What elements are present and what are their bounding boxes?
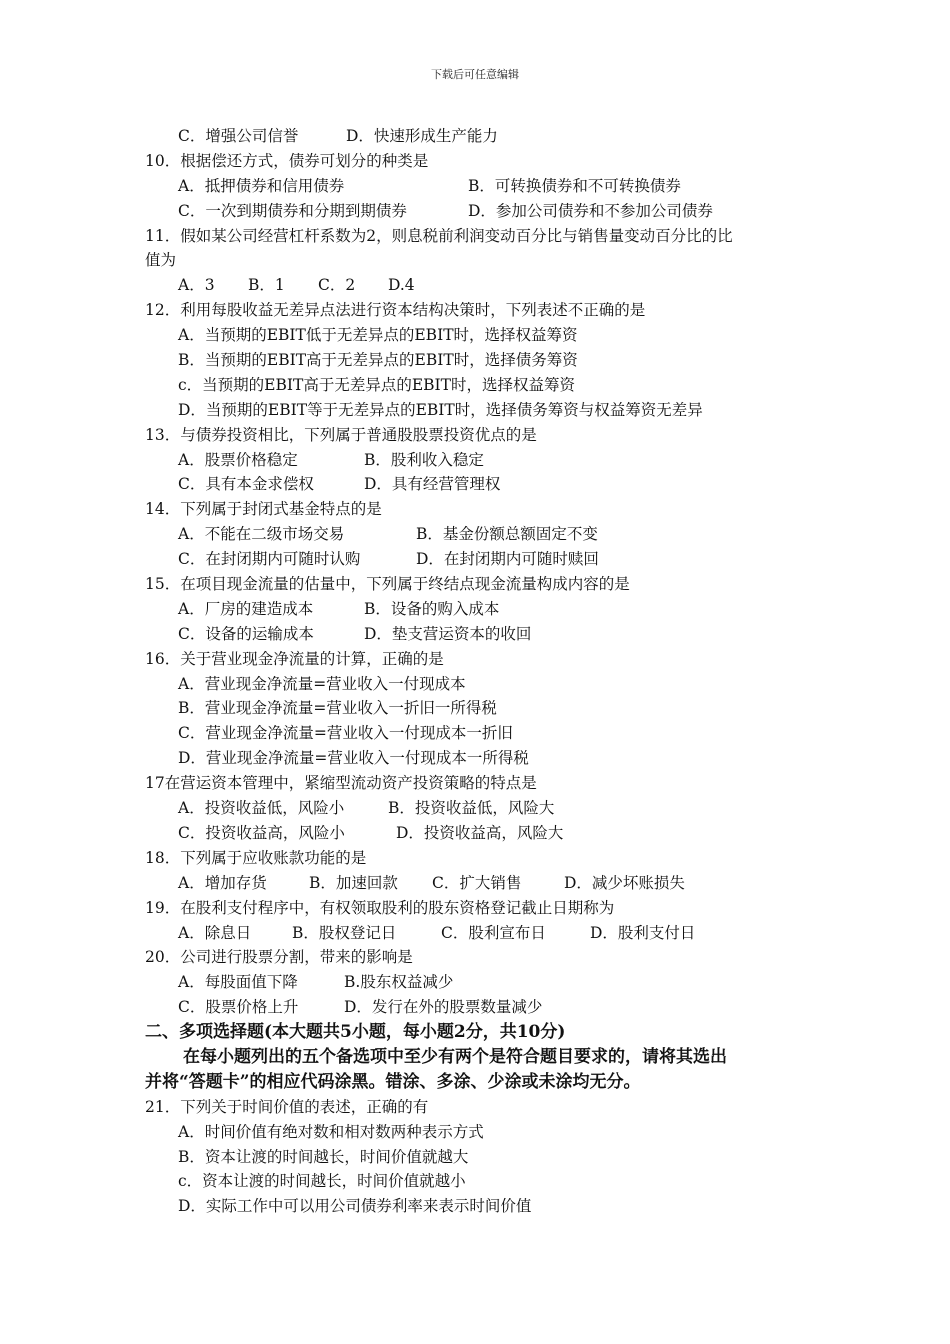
option-b: B．基金份额总额固定不变	[416, 525, 598, 544]
question-19: 19．在股利支付程序中，有权领取股利的股东资格登记截止日期称为	[145, 898, 615, 917]
option-b: B．股权登记日	[292, 923, 397, 942]
question-16: 16．关于营业现金净流量的计算，正确的是	[145, 649, 444, 668]
option-b: B．当预期的EBIT高于无差异点的EBIT时，选择债务筹资	[178, 351, 578, 370]
option-b: B．营业现金净流量=营业收入一折旧一所得税	[178, 699, 497, 718]
option-d: D．投资收益高，风险大	[396, 823, 564, 842]
option-c: C．扩大销售	[432, 873, 522, 892]
option-d: D.4	[388, 276, 415, 295]
option-b: B．投资收益低，风险大	[388, 799, 555, 818]
option-line	[145, 273, 825, 298]
option-c: C．股票价格上升	[178, 998, 299, 1017]
option-line	[145, 597, 825, 622]
question-20: 20．公司进行股票分割，带来的影响是	[145, 948, 413, 967]
option-line	[145, 995, 825, 1020]
option-a: A．每股面值下降	[178, 973, 298, 992]
option-c: C．2	[318, 276, 356, 295]
option-b: B．加速回款	[309, 873, 398, 892]
option-line	[145, 622, 825, 647]
option-d: D．垫支营运资本的收回	[364, 624, 532, 643]
section-2-instructions-cont: 并将“答题卡”的相应代码涂黑。错涂、多涂、少涂或未涂均无分。	[145, 1071, 641, 1092]
section-2-heading: 二、多项选择题(本大题共5小题，每小题2分，共10分)	[145, 1022, 566, 1043]
option-b: B．资本让渡的时间越长，时间价值就越大	[178, 1147, 469, 1166]
question-21: 21．下列关于时间价值的表述，正确的有	[145, 1097, 429, 1116]
option-a: A．抵押债券和信用债券	[178, 176, 345, 195]
option-d: D．发行在外的股票数量减少	[344, 998, 543, 1017]
option-c: C．增强公司信誉	[178, 127, 299, 145]
option-a: A．股票价格稳定	[178, 450, 298, 469]
option-line	[145, 124, 825, 149]
question-17: 17在营运资本管理中，紧缩型流动资产投资策略的特点是	[145, 774, 537, 793]
option-a: A．营业现金净流量=营业收入一付现成本	[178, 674, 466, 693]
option-a: A．投资收益低，风险小	[178, 799, 345, 818]
option-line	[145, 199, 825, 224]
option-a: A．3	[178, 276, 215, 295]
question-13: 13．与债券投资相比，下列属于普通股股票投资优点的是	[145, 425, 537, 444]
question-11-cont: 值为	[145, 251, 177, 270]
option-line	[145, 522, 825, 547]
option-line	[145, 174, 825, 199]
option-a: A．时间价值有绝对数和相对数两种表示方式	[178, 1122, 484, 1141]
option-c: c．资本让渡的时间越长，时间价值就越小	[178, 1172, 466, 1191]
option-d: D．营业现金净流量=营业收入一付现成本一所得税	[178, 749, 529, 768]
option-a: A．增加存货	[178, 873, 267, 892]
option-c: C．投资收益高，风险小	[178, 823, 345, 842]
option-c: C．股利宣布日	[441, 923, 546, 942]
option-line	[145, 448, 825, 473]
page-header: 下载后可任意编辑	[431, 68, 519, 81]
question-14: 14．下列属于封闭式基金特点的是	[145, 500, 382, 519]
option-line	[145, 921, 825, 946]
option-b: B．可转换债券和不可转换债券	[468, 176, 681, 195]
option-d: D．参加公司债券和不参加公司债券	[468, 201, 713, 220]
option-d: D．在封闭期内可随时赎回	[416, 550, 599, 569]
question-15: 15．在项目现金流量的估量中，下列属于终结点现金流量构成内容的是	[145, 575, 630, 594]
option-a: A．当预期的EBIT低于无差异点的EBIT时，选择权益筹资	[178, 326, 578, 345]
question-11: 11．假如某公司经营杠杆系数为2，则息税前利润变动百分比与销售量变动百分比的比	[145, 226, 733, 245]
question-10: 10．根据偿还方式，债券可划分的种类是	[145, 151, 429, 170]
option-a: A．除息日	[178, 923, 252, 942]
option-d: D．快速形成生产能力	[346, 127, 498, 145]
option-d: D．具有经营管理权	[364, 475, 501, 494]
option-c: c．当预期的EBIT高于无差异点的EBIT时，选择权益筹资	[178, 375, 576, 394]
option-c: C．在封闭期内可随时认购	[178, 550, 361, 569]
option-a: A．不能在二级市场交易	[178, 525, 345, 544]
option-b: B．股利收入稳定	[364, 450, 484, 469]
exam-content	[145, 124, 825, 1219]
option-line	[145, 472, 825, 497]
option-a: A．厂房的建造成本	[178, 599, 314, 618]
option-line	[145, 796, 825, 821]
section-2-instructions: 在每小题列出的五个备选项中至少有两个是符合题目要求的，请将其选出	[183, 1046, 727, 1067]
option-line	[145, 821, 825, 846]
option-b: B.股东权益减少	[344, 973, 454, 992]
option-c: C．设备的运输成本	[178, 624, 314, 643]
option-line	[145, 547, 825, 572]
option-b: B．1	[248, 276, 285, 295]
option-d: D．实际工作中可以用公司债券利率来表示时间价值	[178, 1197, 532, 1216]
option-b: B．设备的购入成本	[364, 599, 500, 618]
option-c: C．营业现金净流量=营业收入一付现成本一折旧	[178, 724, 513, 743]
option-d: D．减少坏账损失	[564, 873, 685, 892]
option-d: D．股利支付日	[590, 923, 696, 942]
option-line	[145, 871, 825, 896]
question-18: 18．下列属于应收账款功能的是	[145, 848, 367, 867]
option-d: D．当预期的EBIT等于无差异点的EBIT时，选择债务筹资与权益筹资无差异	[178, 400, 703, 419]
option-line	[145, 970, 825, 995]
option-c: C．具有本金求偿权	[178, 475, 314, 494]
option-c: C．一次到期债券和分期到期债券	[178, 201, 407, 220]
question-12: 12．利用每股收益无差异点法进行资本结构决策时，下列表述不正确的是	[145, 301, 646, 320]
